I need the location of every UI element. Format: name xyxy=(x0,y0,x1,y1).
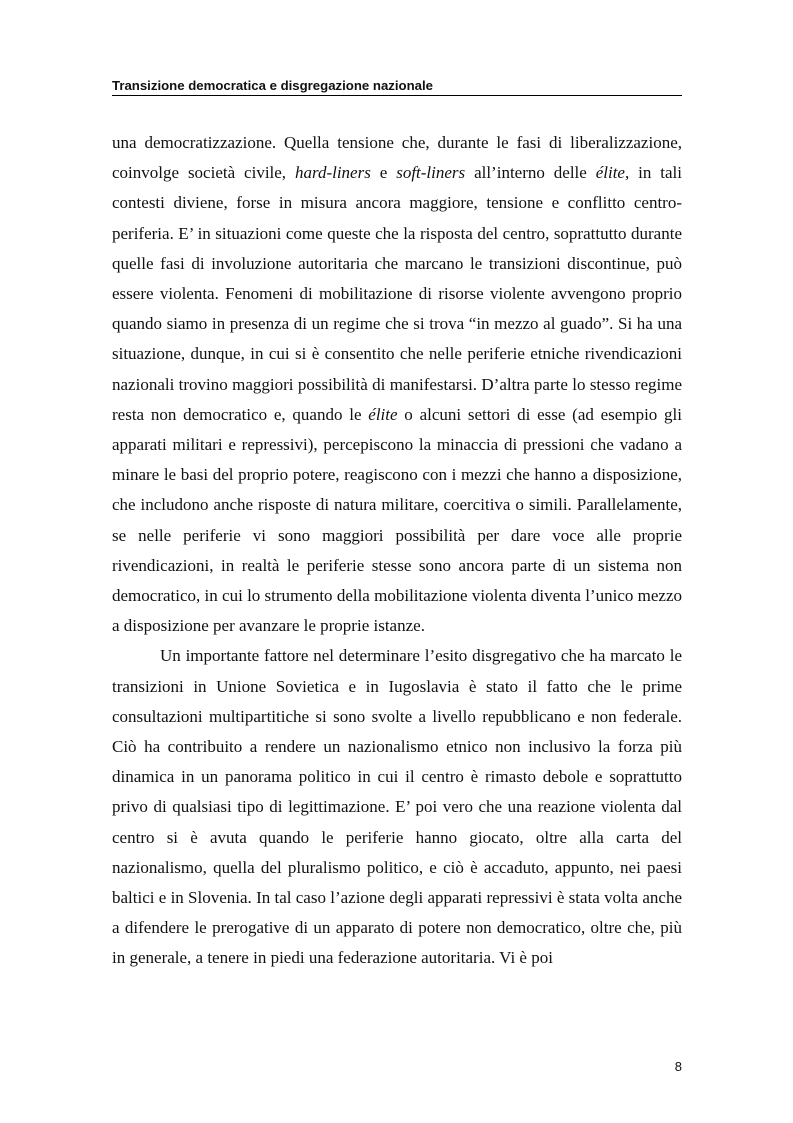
text-run: o alcuni settori di esse (ad esempio gli apparati militari e repressivi), percepiscono la minaccia di pressioni che vadano a minare le basi del proprio potere, reagiscono con i mezzi che hanno a disposizione, che includono anche risposte di natura militare, coercitiva o simili. Parallelamente, se nelle periferie vi sono maggiori possibilità per dare voce alle proprie rivendicazioni, in realtà le periferie stesse sono ancora parte di un sistema non democratico, in cui lo strumento della mobilitazione violenta diventa l’unico mezzo a disposizione per avanzare le proprie istanze. xyxy=(112,404,682,636)
paragraph-2 xyxy=(112,641,682,973)
text-run: , in tali contesti diviene, forse in misura ancora maggiore, tensione e conflitto centro-periferia. E’ in situazioni come queste che la risposta del centro, soprattutto durante quelle fasi di involuzione autoritaria che marcano le transizioni discontinue, può essere violenta. Fenomeni di mobilitazione di risorse violente avvengono proprio quando siamo in presenza di un regime che si trova “in mezzo al guado”. Si ha una situazione, dunque, in cui si è consentito che nelle periferie etniche rivendicazioni nazionali trovino maggiori possibilità di manifestarsi. D’altra parte lo stesso regime resta non democratico e, quando le xyxy=(112,163,682,424)
italic-term: soft-liners xyxy=(396,163,466,183)
text-run: e xyxy=(370,163,397,183)
text-run: all’interno delle xyxy=(465,163,596,183)
body-text xyxy=(112,128,682,974)
running-header: Transizione democratica e disgregazione nazionale xyxy=(112,77,682,96)
text-run: Un importante fattore nel determinare l’esito disgregativo che ha marcato le transizioni in Unione Sovietica e in Iugoslavia è stato il fatto che le prime consultazioni multipartitiche si sono svolte a livello repubblicano e non federale. Ciò ha contribuito a rendere un nazionalismo etnico non inclusivo la forza più dinamica in un panorama politico in cui il centro è rimasto debole e soprattutto privo di qualsiasi tipo di legittimazione. E’ poi vero che una reazione violenta dal centro si è avuta quando le periferie hanno giocato, oltre alla carta del nazionalismo, quella del pluralismo politico, e ciò è accaduto, appunto, nei paesi baltici e in Slovenia. In tal caso l’azione degli apparati repressivi è stata volta anche a difendere le prerogative di un apparato di potere non democratico, oltre che, più in generale, a tenere in piedi una federazione autoritaria. Vi è poi xyxy=(112,646,682,968)
paragraph-1 xyxy=(112,128,682,641)
italic-term: hard-liners xyxy=(294,163,371,183)
italic-term: élite xyxy=(595,163,625,183)
text-run: una democratizzazione. Quella tensione che, durante le fasi di liberalizzazione, coinvolge società civile, xyxy=(112,133,682,183)
page-number: 8 xyxy=(674,1059,682,1074)
italic-term: élite xyxy=(368,404,398,424)
